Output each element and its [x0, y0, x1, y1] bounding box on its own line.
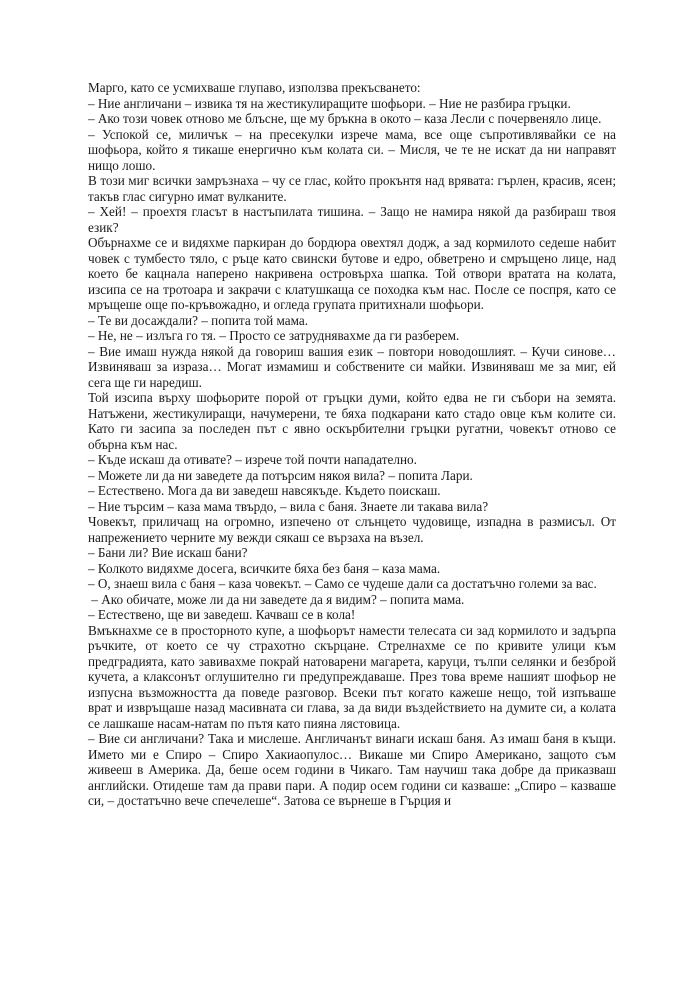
paragraph: Марго, като се усмихваше глупаво, използва прекъсването:	[88, 80, 421, 95]
paragraph: – Естествено. Мога да ви заведеш навсякъде. Където поискаш.	[88, 483, 441, 498]
paragraph: – Ако обичате, може ли да ни заведете да я видим? – попита мама.	[88, 591, 465, 607]
paragraph: – Ние търсим – каза мама твърдо, – вила с баня. Знаете ли такава вила?	[88, 498, 489, 514]
paragraph: – Хей! – проехтя гласът в настъпилата тишина. – Защо не намира някой да разбираш твоя език?	[88, 204, 616, 235]
paragraph: Обърнахме се и видяхме паркиран до бордюра овехтял додж, а зад кормилото седеше набит човек с тумбесто тяло, с ръце като свински бутове и едро, обветрено и смръщено лице, над което бе кацнала наперено накривена островърха шапка. Той отвори вратата на колата, изсипа се на тротоара и закрачи с клатушкаща се походка към нас. После се поспря, като се мръщеше още по-кръвожадно, и огледа групата притихнали шофьори.	[88, 235, 616, 312]
paragraph: – Бани ли? Вие искаш бани?	[88, 545, 248, 560]
paragraph: – Вие имаш нужда някой да говориш вашия език – повтори новодошлият. – Кучи синове… Извиняваш за израза… Могат измамиш и собствените си майки. Извиняваш ме за миг, ей сега ще ги наредиш.	[88, 343, 616, 390]
paragraph: – Не, не – излъга го тя. – Просто се затруднявахме да ги разберем.	[88, 328, 460, 343]
paragraph: – Колкото видяхме досега, всичките бяха без баня – каза мама.	[88, 560, 441, 576]
paragraph: Той изсипа върху шофьорите порой от гръцки думи, който едва не ги събори на земята. Натъжени, жестикулиращи, начумерени, те бяха подкарани като стадо овце към колите си. Като ги засипа за последен път с явно оскърбителни гръцки ругатни, човекът отново се обърна към нас.	[88, 390, 616, 452]
paragraph: В този миг всички замръзнаха – чу се глас, който прокънтя над врявата: гърлен, красив, ясен; такъв глас сигурно имат вулканите.	[88, 173, 616, 204]
paragraph: – Къде искаш да отивате? – изрече той почти нападателно.	[88, 452, 417, 467]
paragraph: – Те ви досаждали? – попита той мама.	[88, 312, 309, 328]
paragraph: – Естествено, ще ви заведеш. Качваш се в кола!	[88, 607, 356, 622]
paragraph: – О, знаеш вила с баня – каза човекът. – Само се чудеше дали са достатъчно големи за вас.	[88, 576, 597, 591]
paragraph: – Вие си англичани? Така и мислеше. Англичанът винаги искаш баня. Аз имаш баня в къщи. Името ми е Спиро – Спиро Хакиаопулос… Викаше ми Спиро Американо, защото съм живееш в Америка. Да, беше осем години в Чикаго. Там научиш така добре да приказваш английски. Отидеше там да прави пари. А подир осем години си казваше: „Спиро – казваше си, – достатъчно вече спечелеше“. Затова се върнеше в Гърция и	[88, 731, 616, 808]
paragraph: – Успокой се, миличък – на пресекулки изрече мама, все още съпротивлявайки се на шофьора, който я тикаше енергично към колата си. – Мисля, че те не искат да ни направят нищо лошо.	[88, 126, 616, 173]
document-page	[88, 80, 616, 809]
paragraph: Човекът, приличащ на огромно, изпечено от слънцето чудовище, изпадна в размисъл. От напрежението черните му вежди сякаш се вързаха на възел.	[88, 514, 616, 545]
paragraph: – Ако този човек отново ме блъсне, ще му бръкна в окото – каза Лесли с почервеняло лице.	[88, 111, 602, 126]
paragraph: Вмъкнахме се в просторното купе, а шофьорът намести телесата си зад кормилото и задърпа ръчките, от което се чу страхотно скърцане. Стрелнахме се по кривите улици към предградията, като завивахме покрай натоварени магарета, каруци, тълпи селянки и безброй кучета, а клаксонът оглушително ги предупреждаваше. През това време нашият шофьор не изпусна възможността да поведе разговор. Всеки път когато кажеше нещо, той изпъваше врат и извръщаше назад масивната си глава, за да види въздействието на думите си, а колата се лашкаше насам-натам по пътя като пияна лястовица.	[88, 622, 616, 731]
paragraph: – Ние англичани – извика тя на жестикулиращите шофьори. – Ние не разбира гръцки.	[88, 95, 571, 111]
paragraph: – Можете ли да ни заведете да потърсим някоя вила? – попита Лари.	[88, 467, 473, 483]
